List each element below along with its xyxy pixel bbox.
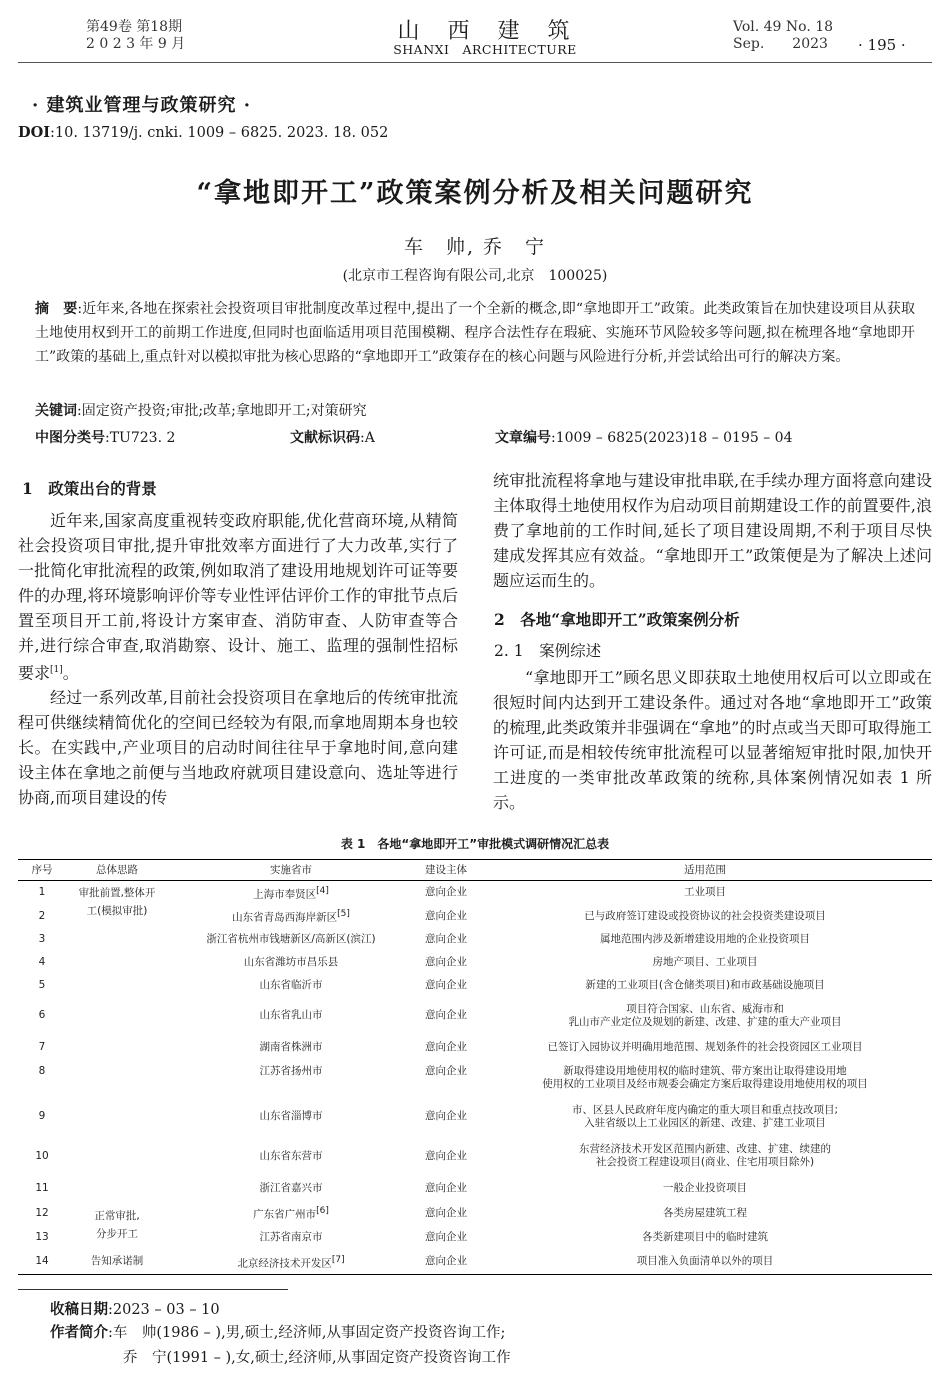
table-row (18, 974, 932, 997)
citation: [6] (316, 1205, 329, 1216)
date-en: Sep. 2023 (733, 36, 828, 52)
paragraph-text: 。 (62, 663, 79, 683)
cell-scope: 房地产项目、工业项目 (652, 955, 758, 968)
issue-date: 2 0 2 3 年 9 月 (86, 36, 186, 52)
cell-entity: 意向企业 (425, 909, 467, 922)
cell-entity: 意向企业 (425, 1040, 467, 1053)
issue-number: 第49卷 第18期 (86, 19, 183, 35)
citation: [5] (337, 908, 350, 919)
cell-scope: 新建的工业项目(含仓储类项目)和市政基础设施项目 (585, 978, 825, 991)
article-number (495, 427, 793, 447)
cell-scope: 市、区县人民政府年度内确定的重大项目和重点技改项目; 入驻省级以上工业园区的新建、改建、扩建工业项目 (571, 1103, 839, 1129)
table-header-row (18, 860, 932, 881)
cell-entity: 意向企业 (425, 1231, 467, 1243)
received-date (50, 1298, 220, 1319)
abstract (35, 297, 915, 369)
footnote-rule (18, 1289, 288, 1290)
cell-city: 山东省东营市 (259, 1149, 323, 1162)
cell-entity: 意向企业 (425, 1009, 467, 1021)
cell-no: 2 (38, 909, 46, 922)
cell-approach (66, 1176, 168, 1201)
doccode-value: :A (360, 430, 375, 446)
cell-entity: 意向企业 (425, 1255, 467, 1268)
cell-city: 浙江省杭州市钱塘新区/高新区(滨江) (206, 932, 376, 945)
table-row (18, 881, 932, 905)
document-code (290, 427, 375, 447)
table-row (18, 1201, 932, 1226)
journal-name-cn: 山 西 建 筑 (397, 19, 573, 44)
right-column-body-2 (493, 665, 932, 815)
author-bio-label: 作者简介 (50, 1324, 108, 1341)
cell-approach (66, 1060, 168, 1097)
header-rule (18, 62, 932, 63)
cell-city (168, 905, 414, 928)
cell-city: 山东省潍坊市昌乐县 (243, 955, 339, 968)
cell-approach: 正常审批, 分步开工 (94, 1210, 140, 1240)
cell-city: 浙江省嘉兴市 (259, 1181, 323, 1194)
keywords-label: 关键词 (35, 403, 77, 419)
col-header-city: 实施省市 (270, 863, 312, 876)
cell-city: 湖南省株洲市 (259, 1040, 323, 1053)
affiliation: (北京市工程咨询有限公司,北京 100025) (342, 268, 608, 284)
cell-entity: 意向企业 (425, 886, 467, 899)
cell-entity: 意向企业 (425, 1110, 467, 1122)
author-bio-2: 乔 宁(1991 – ),女,硕士,经济师,从事固定资产投资咨询工作 (123, 1350, 511, 1366)
cell-approach (66, 997, 168, 1035)
cell-scope: 一般企业投资项目 (663, 1181, 747, 1194)
citation: [1] (50, 665, 63, 675)
cell-approach (66, 974, 168, 997)
table-row (18, 997, 932, 1035)
cell-city: 山东省临沂市 (259, 978, 323, 991)
left-column-body (18, 508, 458, 810)
cell-scope: 各类房屋建筑工程 (663, 1206, 747, 1219)
cell-city: 江苏省南京市 (259, 1231, 323, 1243)
col-header-entity: 建设主体 (425, 863, 467, 876)
cell-city: 江苏省扬州市 (259, 1064, 323, 1077)
paragraph (18, 508, 458, 685)
cell-no: 6 (38, 1009, 46, 1021)
city-text: 北京经济技术开发区 (237, 1257, 332, 1269)
cell-entity: 意向企业 (425, 1181, 467, 1194)
abstract-label: 摘 要 (35, 301, 78, 317)
doi-value: :10. 13719/j. cnki. 1009 – 6825. 2023. 18. 052 (50, 125, 389, 141)
cell-entity: 意向企业 (425, 955, 467, 968)
cell-city (168, 1201, 414, 1226)
cell-no: 3 (38, 932, 46, 945)
paragraph: “拿地即开工”顾名思义即获取土地使用权后可以立即或在很短时间内达到开工建设条件。通过对各地“拿地即开工”政策的梳理,此类政策并非强调在“拿地”的时点或当天即可取得施工许可证,而是相较传统审批流程可以显著缩短审批时限,加快开工进度的一类审批改革政策的统称,具体案例情况如表 1 所示。 (493, 668, 932, 812)
cell-scope: 已签订入园协议并明确用地范围、规划条件的社会投资园区工业项目 (547, 1040, 863, 1053)
cell-entity: 意向企业 (425, 1206, 467, 1219)
cell-approach: 审批前置,整体开 工(模拟审批) (78, 887, 156, 917)
section-tag: · 建筑业管理与政策研究 · (32, 95, 252, 116)
table-row (18, 1060, 932, 1097)
table-row (18, 1137, 932, 1176)
table-row (18, 1035, 932, 1060)
data-table (18, 859, 932, 1275)
received-value: :2023 – 03 – 10 (108, 1302, 220, 1318)
cell-approach (66, 1137, 168, 1176)
cell-city (168, 881, 414, 905)
abstract-text: :近年来,各地在探索社会投资项目审批制度改革过程中,提出了一个全新的概念,即“拿地即开工”政策。此类政策旨在加快建设项目从获取土地使用权到开工的前期工作进度,但同时也面临适用项目范围模糊、程序合法性存在瑕疵、实施环节风险较多等问题,拟在梳理各地“拿地即开工”政策的基础上,重点针对以模拟审批为核心思路的“拿地即开工”政策存在的核心问题与风险进行分析,并尝试给出可行的解决方案。 (35, 301, 915, 365)
section-2-1-heading: 2. 1 案例综述 (494, 642, 602, 660)
articleno-label: 文章编号 (495, 430, 551, 446)
city-text: 上海市奉贤区 (253, 888, 317, 900)
citation: [4] (316, 885, 329, 896)
authors: 车 帅, 乔 宁 (403, 236, 547, 258)
col-header-scope: 适用范围 (684, 863, 726, 876)
doi (18, 124, 388, 141)
cell-scope: 工业项目 (684, 886, 726, 899)
clc-label: 中图分类号 (35, 430, 105, 446)
section-1-heading: 1 政策出台的背景 (22, 479, 157, 498)
cell-no: 1 (38, 886, 46, 899)
articleno-value: :1009 – 6825(2023)18 – 0195 – 04 (551, 430, 793, 446)
cell-approach (66, 951, 168, 974)
doi-label: DOI (18, 124, 50, 141)
cell-entity: 意向企业 (425, 978, 467, 991)
cell-city: 山东省乳山市 (259, 1009, 323, 1021)
cell-entity: 意向企业 (425, 932, 467, 945)
clc-value: :TU723. 2 (105, 430, 176, 446)
city-text: 广东省广州市 (253, 1208, 317, 1221)
section-2-heading: 2 各地“拿地即开工”政策案例分析 (494, 610, 740, 629)
cell-no: 13 (35, 1231, 49, 1243)
cell-scope: 新取得建设用地使用权的临时建筑、带方案出让取得建设用地 使用权的工业项目及经市规委会确定方案后取得建设用地使用权的项目 (542, 1065, 868, 1090)
keywords (35, 400, 367, 420)
cell-approach: 告知承诺制 (90, 1255, 144, 1268)
cell-no: 8 (38, 1064, 46, 1077)
cell-scope: 项目符合国家、山东省、威海市和 乳山市产业定位及规划的新建、改建、扩建的重大产业项目 (568, 1002, 842, 1028)
cell-no: 12 (35, 1206, 49, 1219)
cell-scope: 东营经济技术开发区范围内新建、改建、扩建、续建的 社会投资工程建设项目(商业、住宅用项目除外) (579, 1143, 831, 1168)
paragraph-text: 近年来,国家高度重视转变政府职能,优化营商环境,从精简社会投资项目审批,提升审批效率方面进行了大力改革,实行了一批简化审批流程的政策,例如取消了建设用地规划许可证等要件的办理,将环境影响评价等专业性评估评价工作的审批节点后置至项目开工前,将设计方案审查、消防审查、人防审查等合并,进行综合审查,取消勘察、设计、施工、监理的强制性招标要求 (18, 511, 458, 683)
page-number: · 195 · (858, 36, 906, 54)
col-header-approach: 总体思路 (96, 863, 138, 876)
table-row (18, 928, 932, 951)
clc-number (35, 427, 175, 447)
citation: [7] (331, 1254, 345, 1265)
author-bio-text: :车 帅(1986 – ),男,硕士,经济师,从事固定资产投资咨询工作; (108, 1325, 506, 1341)
cell-entity: 意向企业 (425, 1064, 467, 1077)
cell-no: 10 (35, 1149, 49, 1162)
cell-scope: 项目准入负面清单以外的项目 (636, 1255, 774, 1268)
table-row (18, 1176, 932, 1201)
cell-approach (66, 928, 168, 951)
paragraph: 经过一系列改革,目前社会投资项目在拿地后的传统审批流程可供继续精简优化的空间已经较为有限,而拿地周期本身也较长。在实践中,产业项目的启动时间往往早于拿地时间,意向建设主体在拿地之前便与当地政府就项目建设意向、选址等进行协商,而项目建设的传 (18, 688, 458, 808)
paragraph: 统审批流程将拿地与建设审批串联,在手续办理方面将意向建设主体取得土地使用权作为启动项目前期建设工作的前置要件,浪费了拿地前的工作时间,延长了项目建设周期,不利于项目尽快建成发挥其应有效益。“拿地即开工”政策便是为了解决上述问题应运而生的。 (493, 471, 932, 590)
cell-city (168, 1250, 414, 1275)
city-text: 山东省青岛西海岸新区 (232, 911, 338, 924)
doccode-label: 文献标识码 (290, 430, 360, 446)
cell-no: 4 (38, 955, 46, 968)
table-caption: 表 1 各地“拿地即开工”审批模式调研情况汇总表 (340, 837, 610, 851)
cell-entity: 意向企业 (425, 1149, 467, 1162)
cell-approach (66, 1097, 168, 1137)
keywords-text: :固定资产投资;审批;改革;拿地即开工;对策研究 (77, 403, 367, 419)
cell-no: 7 (38, 1040, 46, 1053)
volume-en: Vol. 49 No. 18 (733, 19, 834, 35)
article-title: “拿地即开工”政策案例分析及相关问题研究 (196, 178, 754, 209)
table-row (18, 1250, 932, 1275)
cell-no: 14 (35, 1255, 49, 1268)
right-column-body (493, 468, 932, 593)
cell-city: 山东省淄博市 (259, 1110, 323, 1122)
journal-name-en: SHANXI ARCHITECTURE (393, 42, 577, 57)
cell-no: 11 (35, 1181, 49, 1194)
cell-approach (66, 1035, 168, 1060)
table-row (18, 951, 932, 974)
table-row (18, 1097, 932, 1137)
cell-scope: 已与政府签订建设或投资协议的社会投资类建设项目 (584, 909, 826, 922)
cell-no: 5 (38, 978, 46, 991)
cell-scope: 属地范围内涉及新增建设用地的企业投资项目 (600, 932, 810, 945)
cell-no: 9 (38, 1110, 46, 1122)
col-header-no: 序号 (31, 863, 53, 876)
received-label: 收稿日期 (50, 1301, 108, 1318)
author-bio-1 (50, 1321, 505, 1342)
cell-scope: 各类新建项目中的临时建筑 (642, 1231, 768, 1243)
